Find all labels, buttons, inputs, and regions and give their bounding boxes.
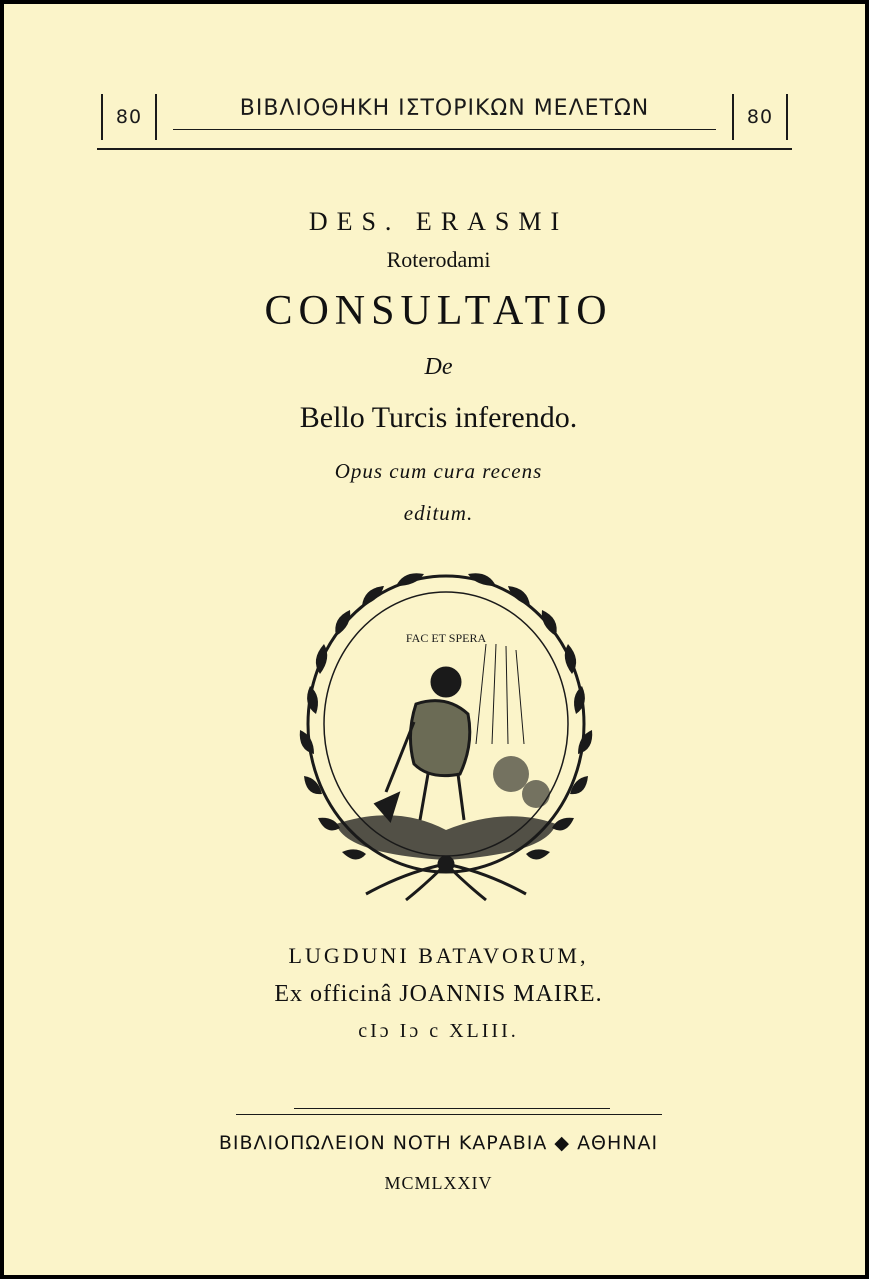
series-header <box>97 88 792 150</box>
series-number-left: 80 <box>101 94 157 140</box>
series-title-rule <box>173 129 716 130</box>
publisher-rule-top <box>236 1114 662 1115</box>
series-number-right: 80 <box>732 94 788 140</box>
emblem-motto: FAC ET SPERA <box>405 631 487 645</box>
author-place: Roterodami <box>386 247 491 272</box>
book-subject: Bello Turcis inferendo. <box>299 401 578 434</box>
imprint-date: cIɔ Iɔ c XLIII. <box>358 1020 519 1042</box>
title-preposition: De <box>424 354 453 380</box>
series-title: ΒΙΒΛΙΟΘΗΚΗ ΙΣΤΟΡΙΚΩΝ ΜΕΛΕΤΩΝ <box>239 96 650 121</box>
author-name: DES. ERASMI <box>308 207 569 236</box>
publisher-name: ΒΙΒΛΙΟΠΩΛΕΙΟΝ ΝΟΤΗ ΚΑΡΑΒΙΑ ◆ ΑΘΗΝΑΙ <box>218 1132 659 1154</box>
publication-year: MCMLXXIV <box>384 1173 493 1193</box>
book-cover <box>4 4 865 1275</box>
imprint-printer: Ex officinâ JOANNIS MAIRE. <box>274 981 603 1007</box>
digging-figure <box>376 668 470 820</box>
book-title: CONSULTATIO <box>264 288 613 334</box>
publisher-rule-upper <box>294 1108 610 1109</box>
printer-device-emblem <box>296 564 596 904</box>
sky-rays <box>476 644 524 744</box>
edition-note-line1: Opus cum cura recens <box>334 459 543 483</box>
imprint-city: LUGDUNI BATAVORUM, <box>288 943 589 968</box>
edition-note-line2: editum. <box>403 501 474 525</box>
ribbon-knot <box>366 857 526 900</box>
